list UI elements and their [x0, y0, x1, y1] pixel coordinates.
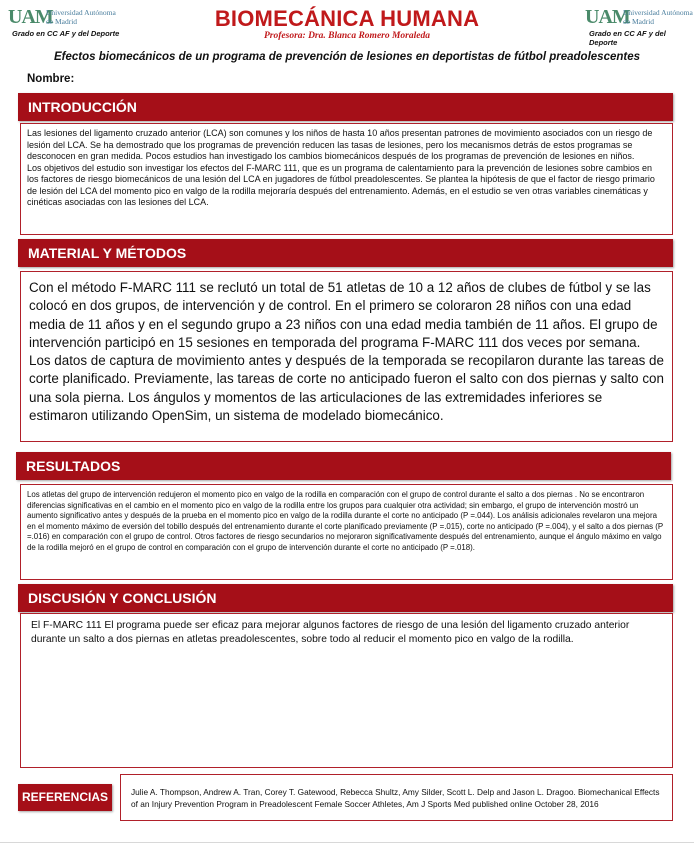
university-line1: Universidad Autónoma: [46, 8, 116, 17]
discusion-box: [20, 613, 673, 768]
university-line2: de Madrid: [46, 17, 78, 26]
bottom-divider: [0, 842, 694, 843]
resultados-box: [20, 484, 673, 580]
referencias-box: [120, 774, 673, 821]
resultados-text: Los atletas del grupo de intervención redujeron el momento pico en valgo de la rodilla en comparación con el grupo de control durante el salto a dos piernas . No se encontraron diferencias significativas en el cambio en el momento pico en valgo de la rodilla entre los grupos para cualquier otra actividad; sin embargo, el grupo de intervención mostró un aumento significativo antes y después de la prueba en el momento pico en valgo de la rodilla durante el corte no anticipado (P =.044). Los análisis adicionales revelaron una mejora en el momento máximo de eversión del tobillo después del entrenamiento durante el corte planificado previamente (P =.015), corte no anticipado (P =.004), y el salto a dos piernas (P =.016) en comparación con el grupo de control. Otros factores de riesgo secundarios no mejoraron significativamente después del entrenamiento, aunque el ángulo máximo en valgo de la rodilla mejoró en el grupo de control en comparación con el grupo de intervención durante el corte no anticipado (P =.018).: [27, 490, 664, 552]
material-text: Con el método F-MARC 111 se reclutó un total de 51 atletas de 10 a 12 años de clubes de fútbol y se las colocó en dos grupos, de intervención y de control. En el primero se coloraron 28 niños con una edad media de 11 años y en el segundo grupo a 23 niños con una edad media también de 11 años. El grupo de intervención participó en 15 sesiones en temporada del programa F-MARC 111 dos veces por semana. Los datos de captura de movimiento antes y después de la temporada se recopilaron durante las tareas de corte planificado. Previamente, las tareas de corte no anticipado fueron el salto con dos piernas y salto con una sola pierna. Los ángulos y momentos de las articulaciones de las extremidades inferiores se estimaron utilizando OpenSim, un sistema de modelado biomecánico.: [29, 280, 664, 424]
discusion-text: El F-MARC 111 El programa puede ser eficaz para mejorar algunos factores de riesgo de una lesión del ligamento cruzado anterior durante un salto a dos piernas en atletas preadolescentes, sobre todo al reducir el momento pico en valgo de la rodilla.: [31, 620, 630, 645]
referencias-text: Julie A. Thompson, Andrew A. Tran, Corey T. Gatewood, Rebecca Shultz, Amy Silder, Scott L. Delp and Jason L. Dragoo. Biomechanical Effects of an Injury Prevention Program in Preadolescent Female Soccer Athletes, Am J Sports Med published online October 28, 2016: [131, 787, 660, 809]
introduccion-box: [20, 123, 673, 235]
introduccion-paragraph-2: Los objetivos del estudio son investigar los efectos del F-MARC 111, que es un programa de calentamiento para la prevención de lesiones sobre cambios en los factores de riesgo biomecánicos de una lesión del LCA en jugadores de fútbol preadolescentes. Se plantea la hipótesis de que el factor de riesgo primario de lesión del LCA del momento pico en valgo de la rodilla mejoraría después del entrenamiento. Además, en el estudio se ven otras variables cinemáticas y cinéticas asociadas con las lesiones del LCA.: [27, 162, 655, 207]
section-header-discusion: DISCUSIÓN Y CONCLUSIÓN: [18, 584, 673, 612]
nombre-label: Nombre:: [27, 73, 75, 85]
section-header-material: MATERIAL Y MÉTODOS: [18, 239, 673, 267]
material-box: [20, 271, 673, 442]
section-header-referencias: REFERENCIAS: [18, 784, 112, 811]
uam-logo-mark: UAM: [585, 6, 630, 28]
section-header-introduccion: INTRODUCCIÓN: [18, 93, 673, 121]
grado-right: Grado en CC AF y del Deporte: [589, 29, 666, 47]
grado-left: Grado en CC AF y del Deporte: [12, 29, 120, 38]
professor-name: Profesora: Dra. Blanca Romero Moraleda: [264, 31, 430, 41]
poster-subtitle: Efectos biomecánicos de un programa de prevención de lesiones en deportistas de fútbol preadolescentes: [53, 51, 641, 63]
section-header-resultados: RESULTADOS: [16, 452, 671, 480]
page-title: BIOMECÁNICA HUMANA: [214, 6, 480, 31]
uam-logo-mark: UAM: [8, 6, 53, 28]
introduccion-paragraph-1: Las lesiones del ligamento cruzado anterior (LCA) son comunes y los niños de hasta 10 años presentan patrones de movimiento asociados con un riesgo de lesión del LCA. Se ha demostrado que los programas de prevención reducen las tasas de lesiones, pero los mecanismos detrás de estos programas se desconocen en gran medida. Pocos estudios han investigado los cambios biomecánicos después de los programas de prevención de lesiones en niños.: [27, 128, 653, 161]
university-line2: de Madrid: [623, 17, 655, 26]
university-line1: Universidad Autónoma: [623, 8, 693, 17]
